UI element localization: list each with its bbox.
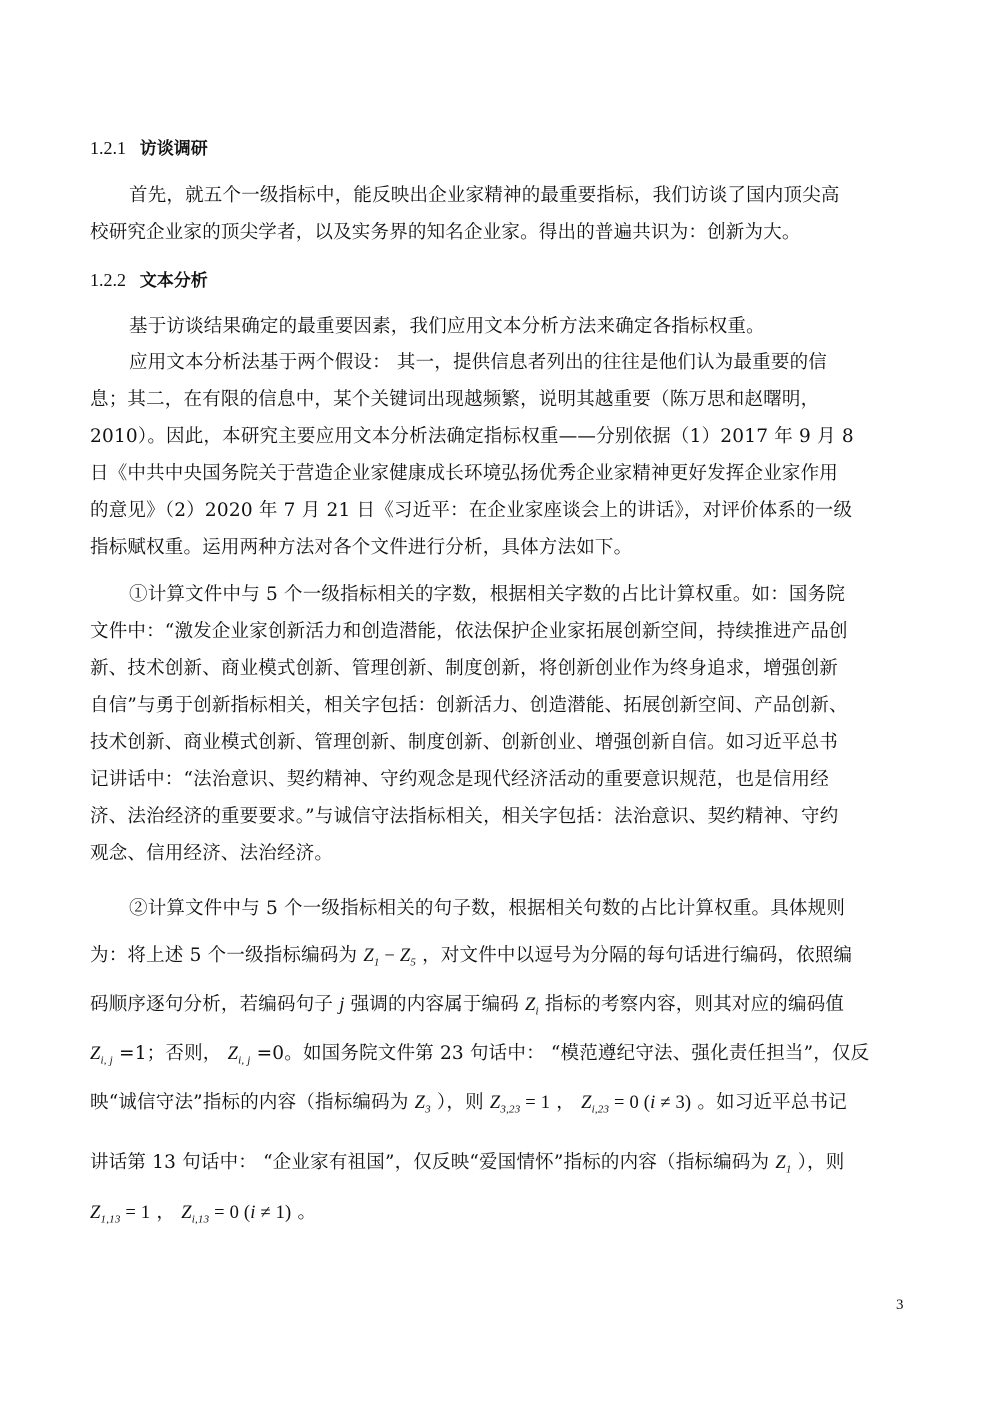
text-run: 。 (297, 1202, 317, 1223)
text-run: =0。如国务院文件第 23 句话中： “模范遵纪守法、强化责任担当”，仅反 (256, 1043, 870, 1064)
section-title: 访谈调研 (139, 139, 208, 159)
paragraph-line: 息；其二，在有限的信息中，某个关键词出现越频繁，说明其越重要（陈万思和赵曙明， (90, 389, 820, 410)
section-number: 1.2.2 (90, 270, 126, 290)
math-z3: $Z_3$ (414, 1093, 431, 1116)
paragraph-line: ②计算文件中与 5 个一级指标相关的句子数，根据相关句数的占比计算权重。具体规则 (129, 898, 846, 919)
paragraph-line (90, 1088, 847, 1116)
paragraph-line: ①计算文件中与 5 个一级指标相关的字数，根据相关字数的占比计算权重。如：国务院 (129, 584, 846, 605)
section-heading-1-2-2 (90, 266, 208, 291)
math-equation: $Z_{3,23} = 1$ (489, 1093, 551, 1116)
text-run: 码顺序逐句分析，若编码句子 (90, 994, 334, 1015)
text-run: ），则 (436, 1092, 484, 1113)
math-equation: $Z_{i,13} = 0$ (i ≠ 1) (181, 1203, 292, 1226)
paragraph-line: 指标赋权重。运用两种方法对各个文件进行分析，具体方法如下。 (90, 537, 633, 558)
page-number: 3 (896, 1297, 904, 1313)
paragraph-line: 日《中共中央国务院关于营造企业家健康成长环境弘扬优秀企业家精神更好发挥企业家作用 (90, 463, 839, 484)
text-run: 讲话第 13 句话中： “企业家有祖国”，仅反映“爱国情怀”指标的内容（指标编码为 (90, 1152, 770, 1173)
text-run: ， (156, 1202, 176, 1223)
paragraph-line (90, 941, 852, 969)
paragraph-line: 自信”与勇于创新指标相关，相关字包括：创新活力、创造潜能、拓展创新空间、产品创新、 (90, 695, 848, 716)
paragraph-line (90, 1039, 869, 1067)
paragraph-line: 应用文本分析法基于两个假设： 其一，提供信息者列出的往往是他们认为最重要的信 (129, 352, 827, 373)
paragraph-line: 新、技术创新、商业模式创新、管理创新、制度创新，将创新创业作为终身追求，增强创新 (90, 658, 839, 679)
paragraph-line: 基于访谈结果确定的最重要因素，我们应用文本分析方法来确定各指标权重。 (129, 316, 765, 337)
paragraph-line: 记讲话中：“法治意识、契约精神、守约观念是现代经济活动的重要意识规范，也是信用经 (90, 769, 829, 790)
text-run: 指标的考察内容，则其对应的编码值 (544, 994, 845, 1015)
math-z1: $Z_1$ (775, 1153, 792, 1176)
text-run: =1；否则， (119, 1043, 222, 1064)
paragraph-line (90, 1148, 844, 1176)
text-run: ，对文件中以逗号为分隔的每句话进行编码，依照编 (422, 945, 853, 966)
math-equation: $Z_{1,13} = 1$ (90, 1203, 151, 1226)
paragraph-line: 的意见》（2）2020 年 7 月 21 日《习近平：在企业家座谈会上的讲话》，对评价体系的一级 (90, 500, 853, 521)
section-heading-1-2-1 (90, 134, 208, 159)
paragraph-line: 首先，就五个一级指标中，能反映出企业家精神的最重要指标，我们访谈了国内顶尖高 (129, 185, 840, 206)
paragraph-line: 校研究企业家的顶尖学者，以及实务界的知名企业家。得出的普遍共识为：创新为大。 (90, 222, 801, 243)
text-run: 。如习近平总书记 (697, 1092, 847, 1113)
math-zij: $Z_{i, j}$ (227, 1044, 251, 1067)
paragraph-line: 文件中：“激发企业家创新活力和创造潜能，依法保护企业家拓展创新空间，持续推进产品创 (90, 621, 848, 642)
section-number: 1.2.1 (90, 138, 126, 158)
text-run: 强调的内容属于编码 (350, 994, 519, 1015)
paragraph-line (90, 1198, 316, 1226)
math-zi: $Z_i$ (525, 995, 539, 1018)
paragraph-line: 2010）。因此，本研究主要应用文本分析法确定指标权重——分别依据（1）2017 年 9 月 8 (90, 426, 854, 447)
paragraph-line (90, 990, 844, 1018)
paragraph-line: 观念、信用经济、法治经济。 (90, 843, 334, 864)
section-title: 文本分析 (139, 271, 208, 291)
text-run: ），则 (797, 1152, 845, 1173)
text-run: 为：将上述 5 个一级指标编码为 (90, 945, 358, 966)
math-equation: $Z_{i,23} = 0$ (i ≠ 3) (581, 1093, 692, 1116)
text-run: 映“诚信守法”指标的内容（指标编码为 (90, 1092, 409, 1113)
math-j: j (339, 995, 345, 1015)
math-zij: $Z_{i, j}$ (90, 1044, 113, 1067)
math-z1-minus-z5: $Z_1 - Z_5$ (363, 946, 417, 969)
paragraph-line: 技术创新、商业模式创新、管理创新、制度创新、创新创业、增强创新自信。如习近平总书 (90, 732, 839, 753)
text-run: ， (556, 1092, 575, 1113)
paragraph-line: 济、法治经济的重要要求。”与诚信守法指标相关，相关字包括：法治意识、契约精神、守约 (90, 806, 839, 827)
